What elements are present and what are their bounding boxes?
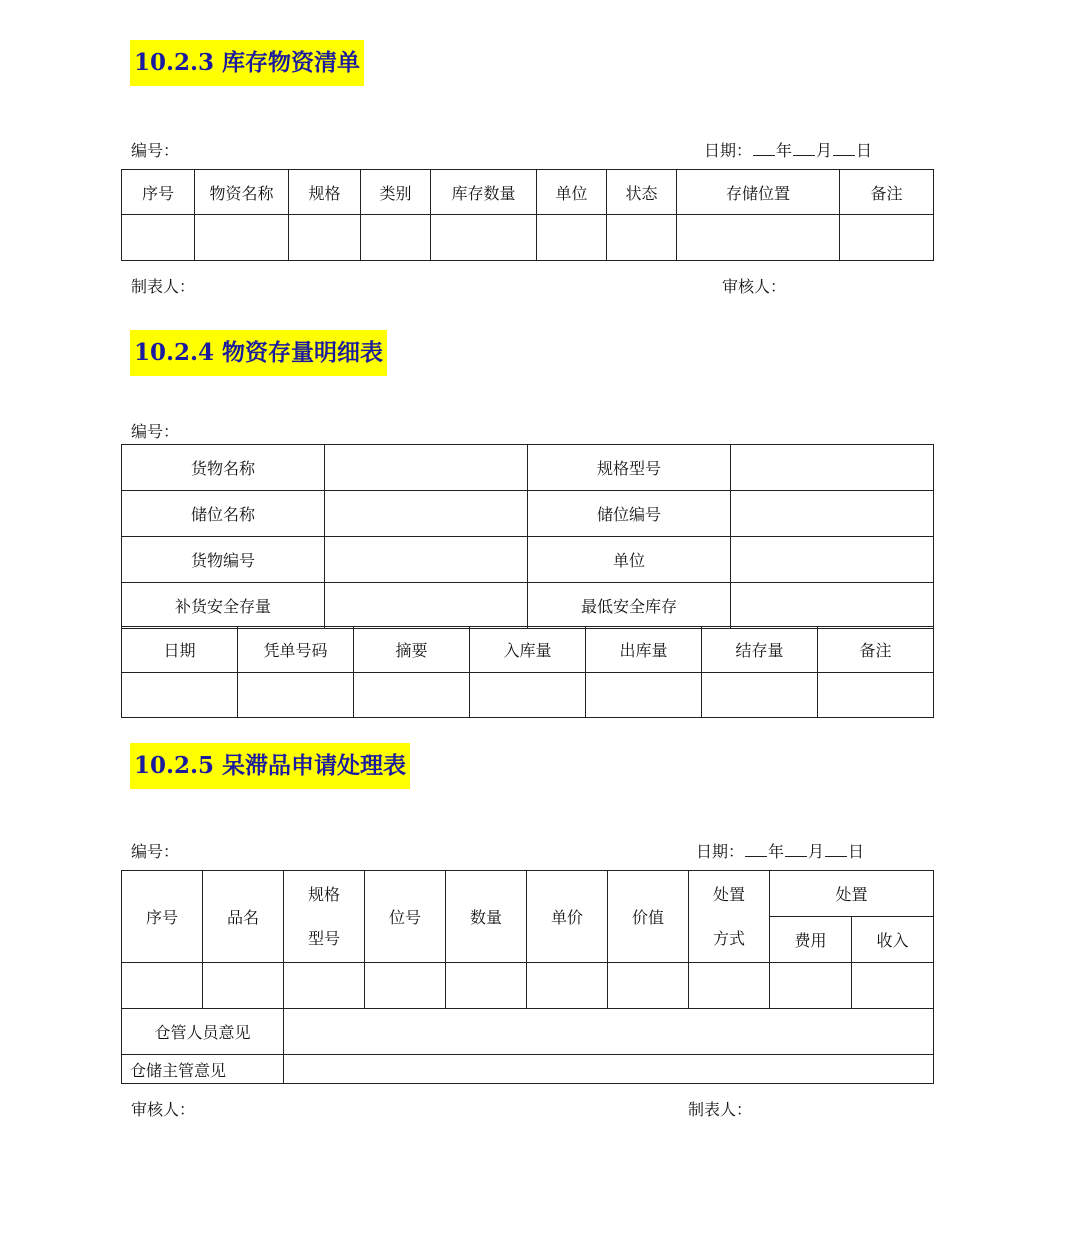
field-value[interactable]	[325, 537, 528, 583]
field-label: 最低安全库存	[528, 583, 731, 629]
table-cell[interactable]	[122, 215, 195, 261]
number-label: 编号：	[131, 842, 180, 861]
table-cell[interactable]	[289, 215, 361, 261]
table-cell[interactable]	[852, 963, 934, 1009]
table-header-row	[122, 170, 934, 215]
table-cell[interactable]	[608, 963, 689, 1009]
col-header: 规格	[289, 170, 361, 215]
table-cell[interactable]	[527, 963, 608, 1009]
maker-label: 制表人：	[131, 277, 196, 296]
keeper-opinion-label: 仓管人员意见	[122, 1009, 284, 1055]
table-cell[interactable]	[537, 215, 607, 261]
field-label: 货物名称	[122, 445, 325, 491]
col-header: 类别	[361, 170, 431, 215]
date-field	[704, 138, 872, 161]
field-value[interactable]	[325, 445, 528, 491]
table-row	[122, 491, 934, 537]
spec-label-top: 规格	[307, 884, 340, 904]
table-cell[interactable]	[770, 963, 852, 1009]
table-row	[122, 963, 934, 1009]
table-row	[122, 583, 934, 629]
col-header: 单位	[537, 170, 607, 215]
obsolete-items-table	[121, 870, 934, 1084]
supervisor-opinion-field[interactable]	[284, 1055, 934, 1084]
month-label: 月	[808, 842, 825, 861]
reviewer-label: 审核人：	[131, 1100, 196, 1119]
table-cell[interactable]	[195, 215, 289, 261]
section-heading-10-2-5: 10.2.5 呆滞品申请处理表	[130, 743, 410, 789]
col-header: 数量	[446, 871, 527, 963]
col-header	[284, 871, 365, 963]
table-cell[interactable]	[122, 673, 238, 718]
table-cell[interactable]	[354, 673, 470, 718]
spec-label-bottom: 型号	[307, 928, 340, 948]
field-value[interactable]	[731, 445, 934, 491]
col-header: 收入	[852, 917, 934, 963]
supervisor-opinion-label: 仓储主管意见	[122, 1055, 284, 1084]
col-header: 费用	[770, 917, 852, 963]
field-label: 规格型号	[528, 445, 731, 491]
col-header: 序号	[122, 170, 195, 215]
table-cell[interactable]	[446, 963, 527, 1009]
maker-label: 制表人：	[688, 1100, 753, 1119]
reviewer-label: 审核人：	[722, 277, 787, 296]
col-header: 单价	[527, 871, 608, 963]
field-value[interactable]	[731, 537, 934, 583]
field-label: 货物编号	[122, 537, 325, 583]
table-row	[122, 1009, 934, 1055]
col-header: 备注	[840, 170, 934, 215]
method-label-top: 处置	[712, 884, 745, 904]
inventory-list-table	[121, 169, 934, 261]
col-header: 出库量	[586, 627, 702, 673]
month-blank[interactable]	[785, 842, 807, 857]
table-cell[interactable]	[361, 215, 431, 261]
table-cell[interactable]	[238, 673, 354, 718]
col-header: 处置	[770, 871, 934, 917]
field-label: 储位名称	[122, 491, 325, 537]
number-label: 编号：	[131, 141, 180, 160]
table-cell[interactable]	[203, 963, 284, 1009]
field-value[interactable]	[731, 583, 934, 629]
day-label: 日	[848, 842, 865, 861]
col-header: 物资名称	[195, 170, 289, 215]
day-label: 日	[856, 141, 873, 160]
table-cell[interactable]	[818, 673, 934, 718]
table-row	[122, 1055, 934, 1084]
stock-detail-table	[121, 626, 934, 718]
field-label: 储位编号	[528, 491, 731, 537]
table-cell[interactable]	[607, 215, 677, 261]
table-cell[interactable]	[840, 215, 934, 261]
col-header: 状态	[607, 170, 677, 215]
col-header: 库存数量	[431, 170, 537, 215]
method-label-bottom: 方式	[712, 928, 745, 948]
date-field	[696, 839, 864, 862]
date-label: 日期：	[704, 141, 753, 160]
table-cell[interactable]	[431, 215, 537, 261]
field-label: 补货安全存量	[122, 583, 325, 629]
col-header	[689, 871, 770, 963]
col-header: 位号	[365, 871, 446, 963]
table-cell[interactable]	[365, 963, 446, 1009]
col-header: 摘要	[354, 627, 470, 673]
stock-info-table	[121, 444, 934, 629]
day-blank[interactable]	[833, 141, 855, 156]
col-header: 备注	[818, 627, 934, 673]
col-header: 凭单号码	[238, 627, 354, 673]
col-header: 价值	[608, 871, 689, 963]
table-cell[interactable]	[470, 673, 586, 718]
field-value[interactable]	[731, 491, 934, 537]
col-header: 品名	[203, 871, 284, 963]
table-row	[122, 537, 934, 583]
keeper-opinion-field[interactable]	[284, 1009, 934, 1055]
table-row	[122, 215, 934, 261]
day-blank[interactable]	[825, 842, 847, 857]
section-heading-10-2-4: 10.2.4 物资存量明细表	[130, 330, 387, 376]
col-header: 入库量	[470, 627, 586, 673]
year-label: 年	[768, 842, 785, 861]
table-cell[interactable]	[284, 963, 365, 1009]
field-label: 单位	[528, 537, 731, 583]
year-blank[interactable]	[745, 842, 767, 857]
table-row	[122, 673, 934, 718]
table-header-row	[122, 627, 934, 673]
section-heading-10-2-3: 10.2.3 库存物资清单	[130, 40, 364, 86]
col-header: 序号	[122, 871, 203, 963]
table-cell[interactable]	[702, 673, 818, 718]
table-row	[122, 445, 934, 491]
field-value[interactable]	[325, 583, 528, 629]
table-cell[interactable]	[586, 673, 702, 718]
table-header-row	[122, 871, 934, 917]
field-value[interactable]	[325, 491, 528, 537]
number-label: 编号：	[131, 422, 180, 441]
table-cell[interactable]	[122, 963, 203, 1009]
table-cell[interactable]	[689, 963, 770, 1009]
col-header: 结存量	[702, 627, 818, 673]
col-header: 日期	[122, 627, 238, 673]
year-label: 年	[776, 141, 793, 160]
date-label: 日期：	[696, 842, 745, 861]
month-blank[interactable]	[793, 141, 815, 156]
col-header: 存储位置	[677, 170, 840, 215]
year-blank[interactable]	[753, 141, 775, 156]
table-cell[interactable]	[677, 215, 840, 261]
month-label: 月	[816, 141, 833, 160]
